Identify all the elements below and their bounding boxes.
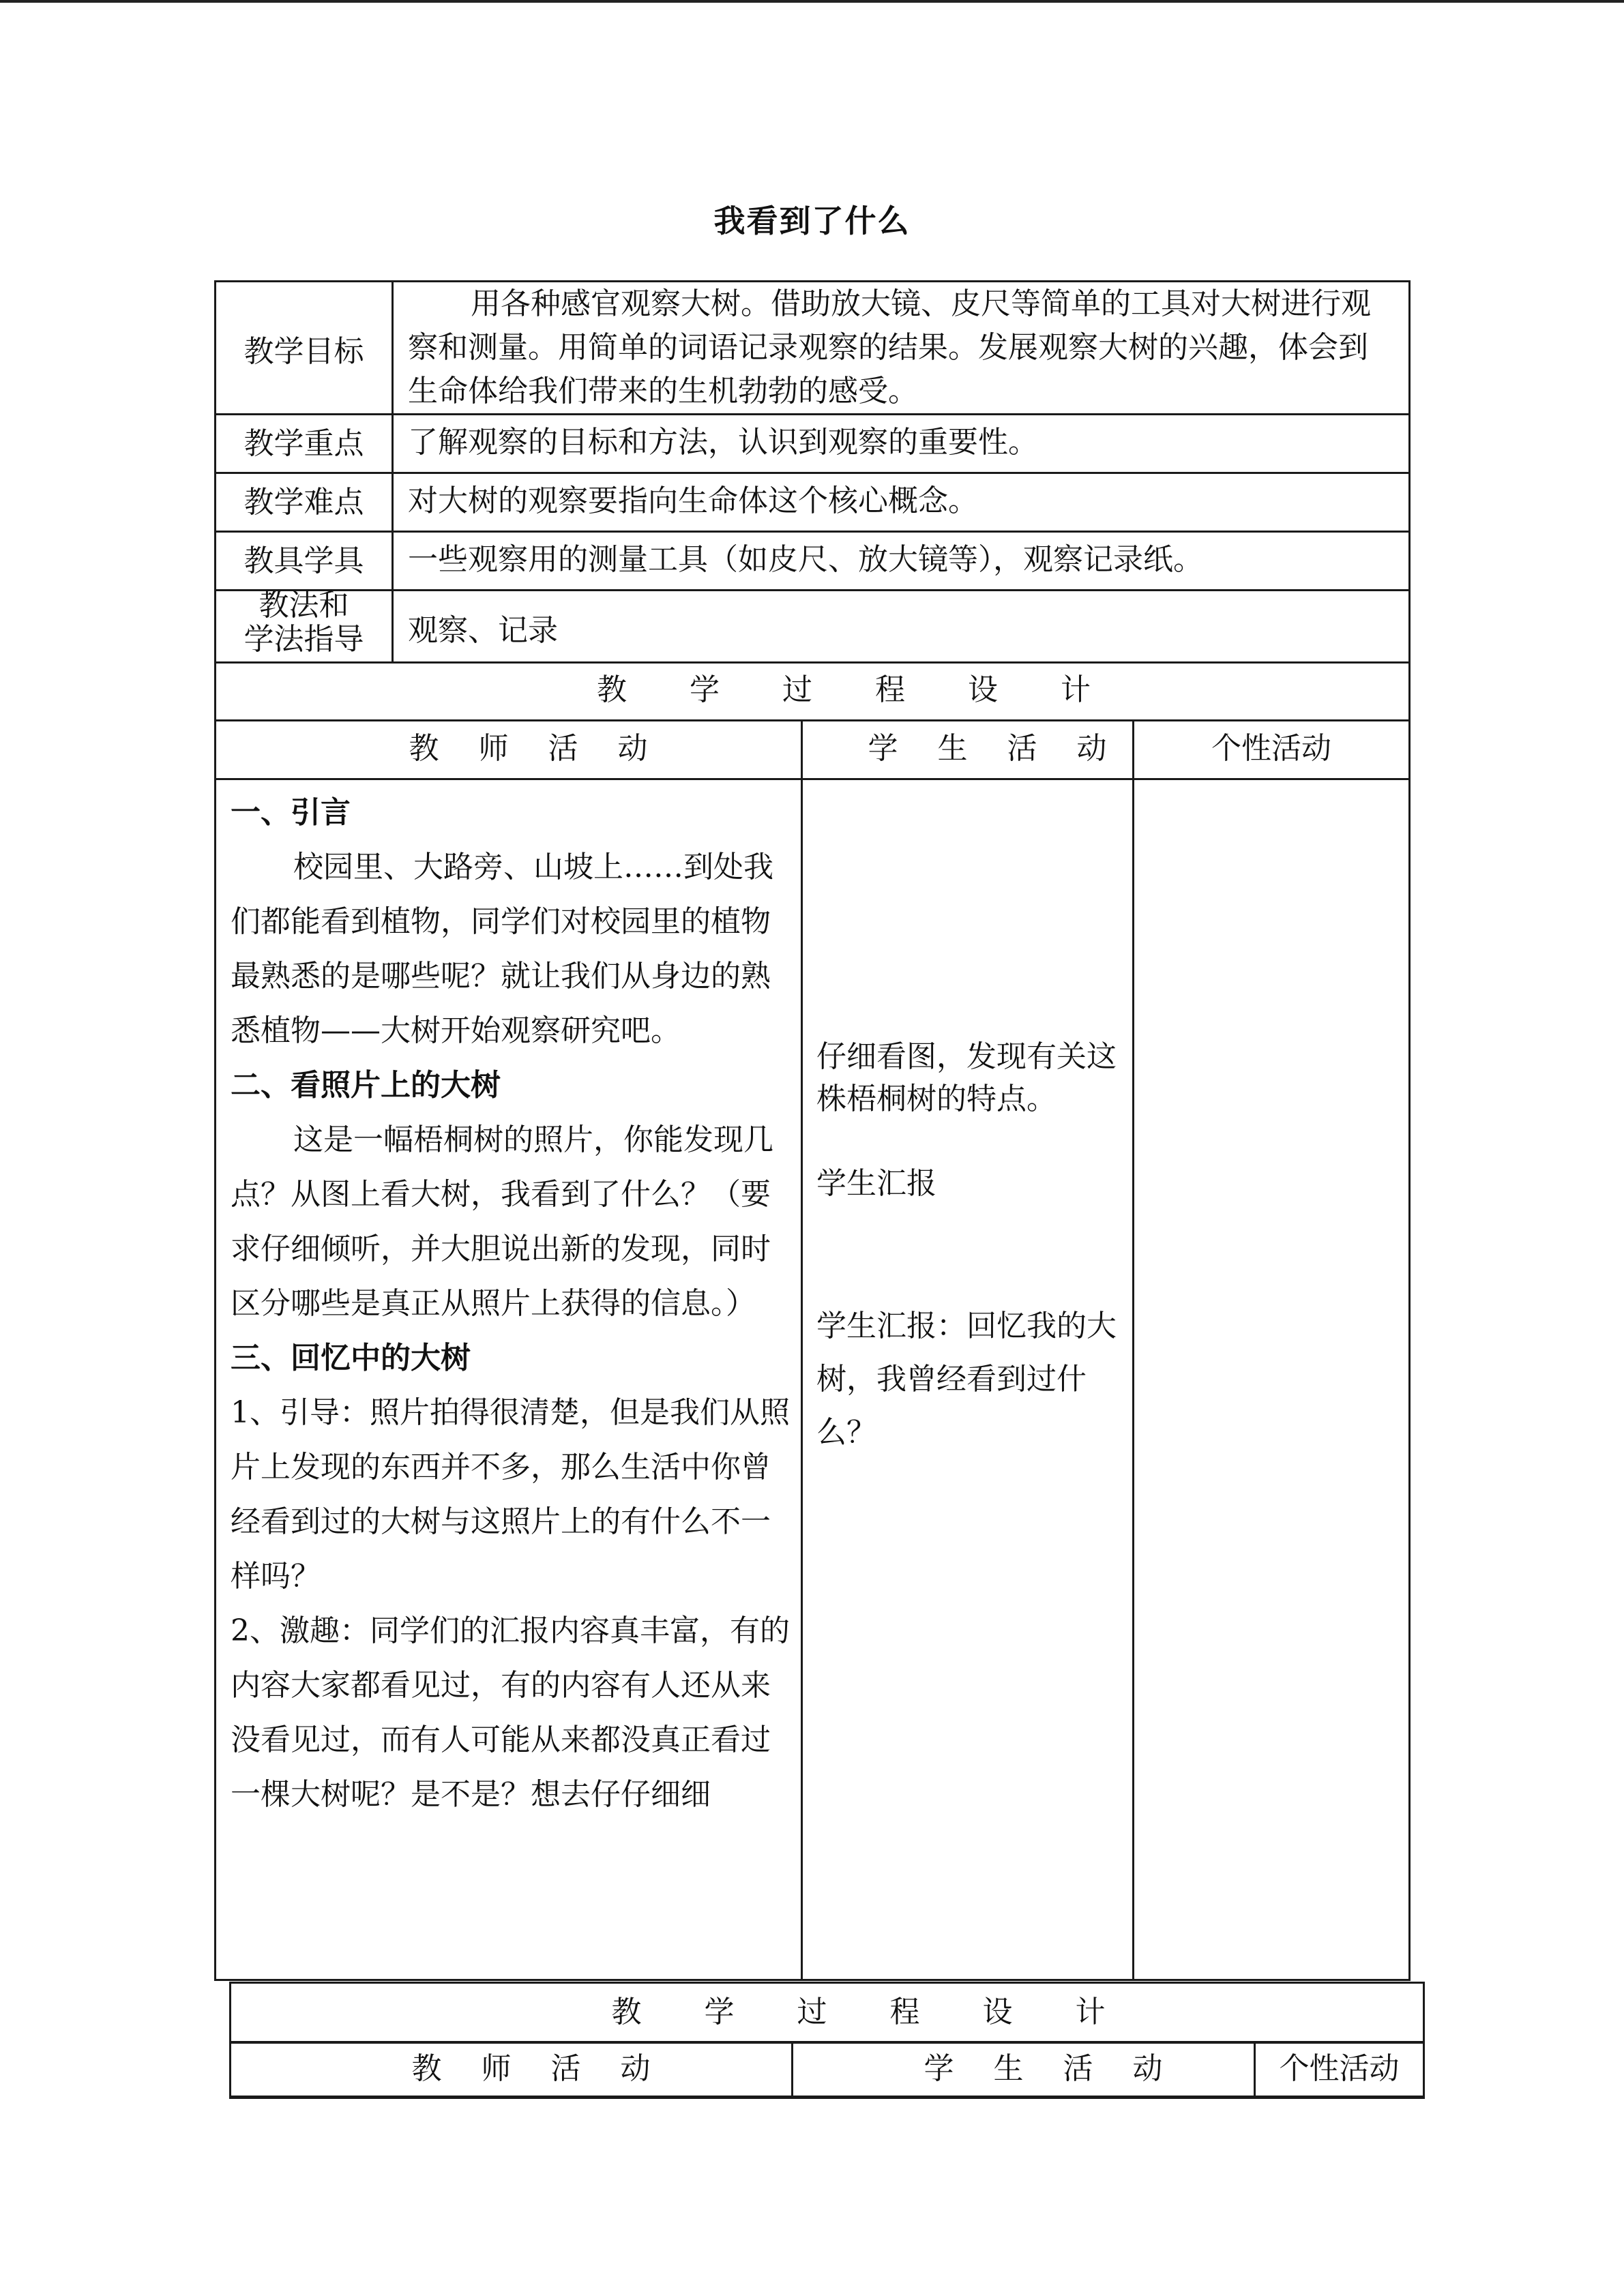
- page-title: 我看到了什么: [713, 203, 911, 239]
- section-intro-text: 校园里、大路旁、山坡上……到处我们都能看到植物，同学们对校园里的植物最熟悉的是哪些呢？就让我们从身边的熟悉植物——大树开始观察研究吧。: [231, 850, 773, 1048]
- col-header-teacher: 教师活动: [409, 731, 688, 766]
- second-col-header-teacher: 教师活动: [411, 2051, 690, 2086]
- label-teaching-tools: 教具学具: [243, 543, 364, 578]
- section-photo-title: 二、看照片上的大树: [231, 1068, 501, 1103]
- second-process-header: 教学过程设计: [611, 1995, 1168, 2029]
- student-activity-1: 仔细看图，发现有关这株梧桐树的特点。: [816, 1039, 1117, 1116]
- value-teaching-objectives: 用各种感官观察大树。借助放大镜、皮尺等简单的工具对大树进行观察和测量。用简单的词语记录观察的结果。发展观察大树的兴趣，体会到生命体给我们带来的生机勃勃的感受。: [408, 286, 1371, 408]
- section-intro-title: 一、引言: [231, 795, 351, 830]
- value-teaching-tools: 一些观察用的测量工具（如皮尺、放大镜等），观察记录纸。: [408, 542, 1203, 577]
- section-memory-title: 三、回忆中的大树: [231, 1341, 471, 1375]
- student-activity-2: 学生汇报: [816, 1166, 936, 1201]
- value-method: 观察、记录: [408, 613, 558, 648]
- label-method-line1: 教法和: [259, 588, 349, 623]
- col-header-personal: 个性活动: [1211, 731, 1331, 766]
- section-memory-item-1: 1、引导：照片拍得很清楚，但是我们从照片上发现的东西并不多，那么生活中你曾经看到过的大树与这照片上的有什么不一样吗？: [231, 1395, 790, 1594]
- process-header: 教学过程设计: [597, 672, 1153, 707]
- student-activity-3: 学生汇报：回忆我的大树，我曾经看到过什么？: [816, 1309, 1117, 1450]
- teacher-activities: [231, 786, 791, 1822]
- section-memory-item-2: 2、激趣：同学们的汇报内容真丰富，有的内容大家都看见过，有的内容有人还从来没看见过，而有人可能从来都没真正看过一棵大树呢？是不是？想去仔仔细细: [231, 1613, 790, 1812]
- section-photo-text: 这是一幅梧桐树的照片，你能发现几点？从图上看大树，我看到了什么？（要求仔细倾听，并大胆说出新的发现，同时区分哪些是真正从照片上获得的信息。）: [231, 1122, 773, 1321]
- label-teaching-focus: 教学重点: [243, 426, 364, 461]
- label-teaching-objectives: 教学目标: [243, 334, 364, 369]
- value-teaching-focus: 了解观察的目标和方法，认识到观察的重要性。: [408, 425, 1038, 460]
- col-header-student: 学生活动: [868, 731, 1147, 766]
- page-top-border: [0, 0, 1624, 3]
- label-method-line2: 学法指导: [243, 622, 364, 657]
- second-col-header-personal: 个性活动: [1279, 2051, 1400, 2086]
- value-teaching-difficulty: 对大树的观察要指向生命体这个核心概念。: [408, 483, 978, 518]
- second-col-header-student: 学生活动: [924, 2051, 1202, 2086]
- label-teaching-difficulty: 教学难点: [243, 485, 364, 520]
